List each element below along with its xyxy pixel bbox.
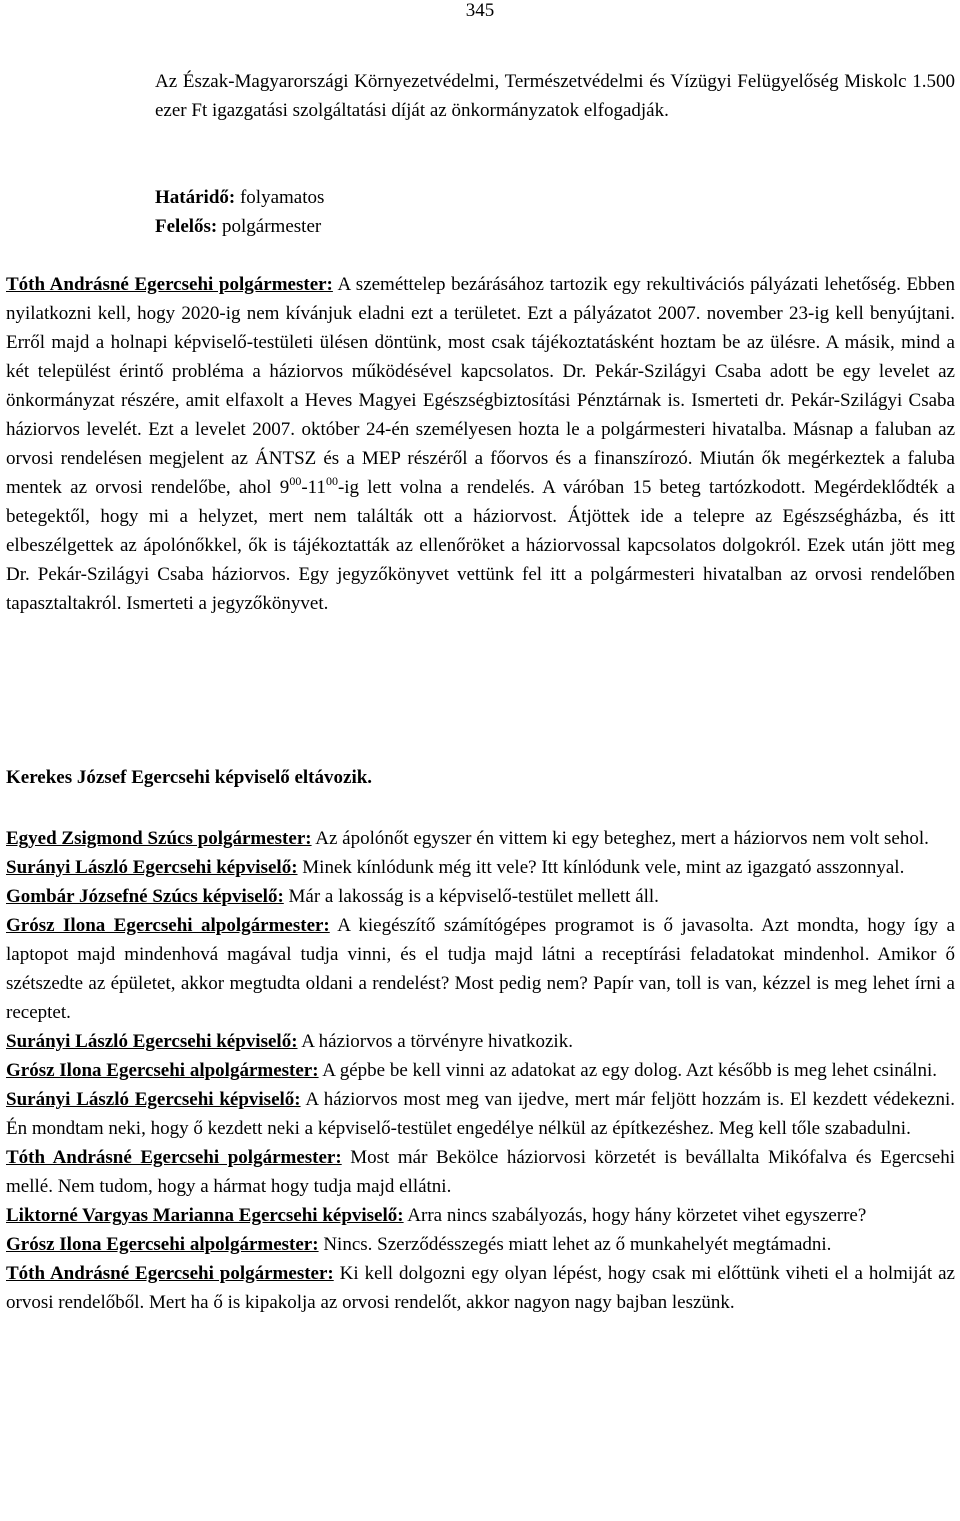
speaker-name: Surányi László Egercsehi képviselő: xyxy=(6,857,298,878)
statement-text: -ig lett volna a rendelés. A váróban 15 beteg tartózkodott. Megérdeklődték a betegektől, hogy mi a helyzet, mert nem találták ott a háziorvost. Átjöttek ide a telepre az Egészségházba, és itt elbeszélgettek az ápolónőkkel, ők is tájékoztatták az ellenőröket a háziorvossal kapcsolatos dolgokról. Ezek után jött meg Dr. Pekár-Szilágyi Csaba háziorvos. Egy jegyzőkönyvet vettünk fel itt a polgármesteri hivatalban az orvosi rendelőben tapasztaltakról. Ismerteti a jegyzőkönyvet. xyxy=(6,477,955,614)
deadline-value: folyamatos xyxy=(235,187,325,208)
speaker-name: Egyed Zsigmond Szúcs polgármester: xyxy=(6,828,312,849)
dialogue-entry xyxy=(6,824,955,853)
dialogue-entry xyxy=(6,1259,955,1317)
speaker-name: Liktorné Vargyas Marianna Egercsehi képviselő: xyxy=(6,1205,404,1226)
dialogue-entry xyxy=(6,911,955,1027)
dialogue-text: Most már Bekölce háziorvosi körzetét is bevállalta Mikófalva és Egercsehi mellé. Nem tudom, hogy a hármat hogy tudja majd ellátni. xyxy=(6,1147,955,1197)
dialogue-text: Ki kell dolgozni egy olyan lépést, hogy csak mi előttünk viheti el a holmiját az orvosi rendelőből. Mert ha ő is kipakolja az orvosi rendelőt, akkor nagyon nagy bajban leszünk. xyxy=(6,1263,955,1313)
departure-note: Kerekes József Egercsehi képviselő eltávozik. xyxy=(6,767,373,788)
responsible-label: Felelős: xyxy=(155,216,218,237)
dialogue-text: Nincs. Szerződésszegés miatt lehet az ő munkahelyét megtámadni. xyxy=(318,1234,832,1255)
statement-text: A szeméttelep bezárásához tartozik egy rekultivációs pályázati lehetőség. Ebben nyilatkozni kell, hogy 2020-ig nem kívánjuk eladni ezt a területet. Ezt a pályázatot 2007. november 23-ig kell benyújtani. Erről majd a holnapi képviselő-testületi ülésen döntünk, most csak tájékoztatásként hoztam be az ülésre. A másik, mind a két települést érintő probléma a háziorvos működésével kapcsolatos. Dr. Pekár-Szilágyi Csaba adott be egy levelet az önkormányzat részére, amit elfaxolt a Heves Magyei Egészségbiztosítási Pénztárnak is. Ismerteti dr. Pekár-Szilágyi Csaba háziorvos levelét. Ezt a levelet 2007. október 24-én személyesen hozta le a polgármesteri hivatalba. Másnap a faluban az orvosi rendelésen megjelent az ÁNTSZ és a MEP részéről a főorvos és a finanszírozó. Miután ők megérkeztek a faluba mentek az orvosi rendelőbe, ahol 9 xyxy=(6,274,955,498)
deadline-label: Határidő: xyxy=(155,187,236,208)
dialogue-entry xyxy=(6,1201,955,1230)
dialogue-entry xyxy=(6,1230,955,1259)
dialogue-text: Arra nincs szabályozás, hogy hány körzetet vihet egyszerre? xyxy=(403,1205,867,1226)
speaker-name: Tóth Andrásné Egercsehi polgármester: xyxy=(6,1263,334,1284)
dialogue-entry xyxy=(6,882,955,911)
speaker-name: Gombár Józsefné Szúcs képviselő: xyxy=(6,886,284,907)
dialogue-entry xyxy=(6,1143,955,1201)
speaker-name: Grósz Ilona Egercsehi alpolgármester: xyxy=(6,915,330,936)
speaker-name: Grósz Ilona Egercsehi alpolgármester: xyxy=(6,1234,319,1255)
dialogue-text: Minek kínlódunk még itt vele? Itt kínlódunk vele, mint az igazgató asszonnyal. xyxy=(297,857,905,878)
dialogue-entry xyxy=(6,1027,955,1056)
resolution-meta xyxy=(155,183,955,241)
dialogue-entry xyxy=(6,1085,955,1143)
dialogue-entry xyxy=(6,1056,955,1085)
superscript: 00 xyxy=(325,474,338,488)
dialogue-entry xyxy=(6,853,955,882)
deadline-line xyxy=(155,183,955,212)
dialogue-text: A háziorvos a törvényre hivatkozik. xyxy=(297,1031,573,1052)
superscript: 00 xyxy=(289,474,302,488)
speaker-name: Surányi László Egercsehi képviselő: xyxy=(6,1089,301,1110)
dialogue-text: A gépbe be kell vinni az adatokat az egy dolog. Azt később is meg lehet csinálni. xyxy=(318,1060,937,1081)
speaker-name: Surányi László Egercsehi képviselő: xyxy=(6,1031,298,1052)
dialogue-text: A háziorvos most meg van ijedve, mert már feljött hozzám is. El kezdett védekezni. Én mondtam neki, hogy ő kezdett neki a képviselő-testület engedélye nélkül az építkezéshez. Meg kell tőle szabadulni. xyxy=(6,1089,955,1139)
dialogue-section xyxy=(6,824,955,1317)
responsible-line xyxy=(155,212,955,241)
page-number: 345 xyxy=(465,0,495,21)
dialogue-text: A kiegészítő számítógépes programot is ő javasolta. Azt mondta, hogy így a laptopot majd mindenhová magával tudja vinni, és el tudja majd látni a receptírási feladatokat mindenhol. Amikor ő szétszedte az épületet, akkor megtudta oldani a rendelést? Most pedig nem? Papír van, toll is van, kézzel is meg lehet írni a receptet. xyxy=(6,915,955,1023)
speaker-name: Grósz Ilona Egercsehi alpolgármester: xyxy=(6,1060,319,1081)
main-statement xyxy=(6,270,955,618)
statement-text: -11 xyxy=(301,477,326,498)
dialogue-text: Az ápolónőt egyszer én vittem ki egy beteghez, mert a háziorvos nem volt sehol. xyxy=(311,828,929,849)
responsible-value: polgármester xyxy=(217,216,322,237)
dialogue-text: Már a lakosság is a képviselő-testület mellett áll. xyxy=(283,886,659,907)
speaker-name: Tóth Andrásné Egercsehi polgármester: xyxy=(6,274,333,295)
intro-paragraph: Az Észak-Magyarországi Környezetvédelmi, Természetvédelmi és Vízügyi Felügyelőség Miskolc 1.500 ezer Ft igazgatási szolgáltatási díját az önkormányzatok elfogadják. xyxy=(155,71,955,121)
speaker-name: Tóth Andrásné Egercsehi polgármester: xyxy=(6,1147,342,1168)
